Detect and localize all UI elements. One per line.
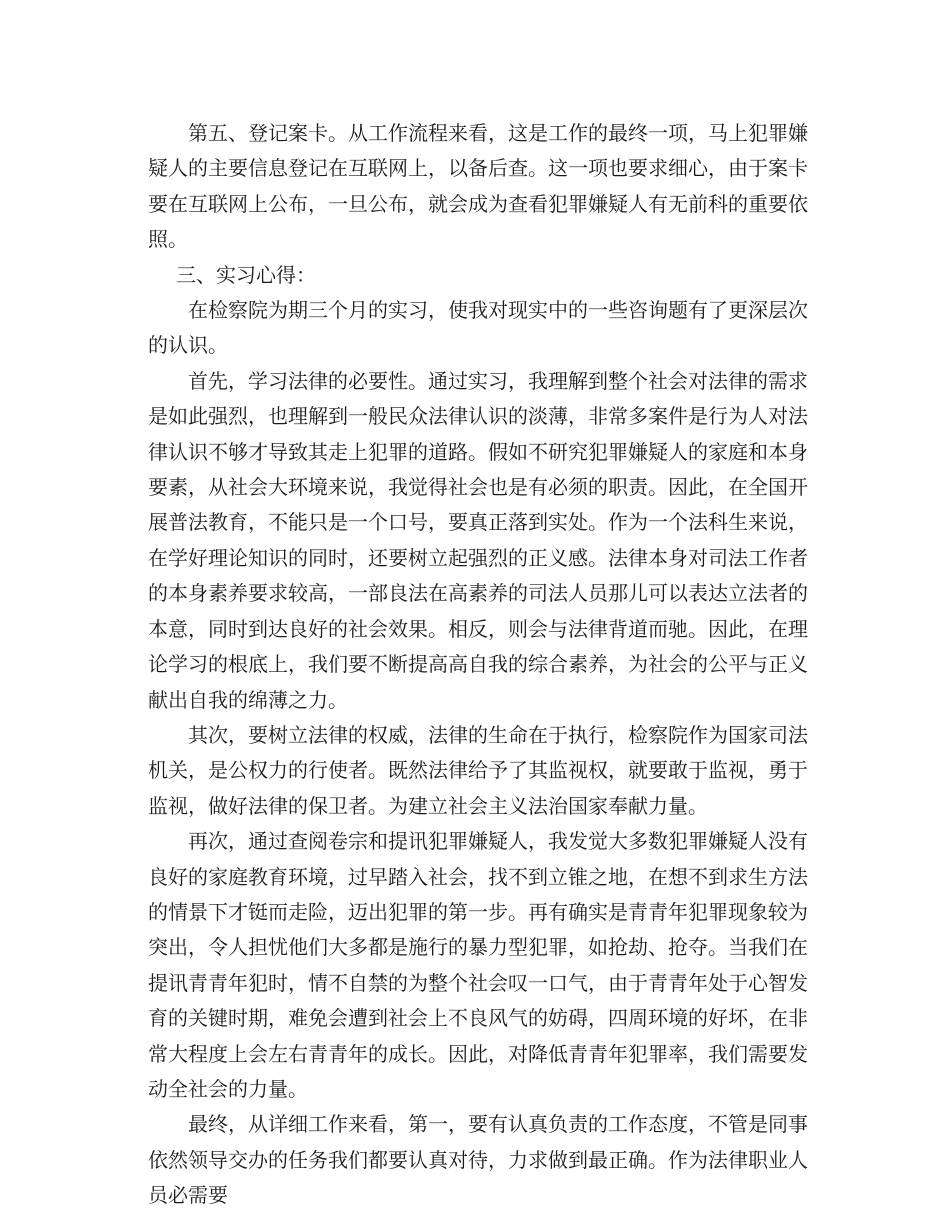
- paragraph-second-point: 其次，要树立法律的权威，法律的生命在于执行，检察院作为国家司法机关，是公权力的行使者。既然法律给予了其监视权，就要敢于监视，勇于监视，做好法律的保卫者。为建立社会主义法治国家奉献力量。: [148, 722, 808, 818]
- section-heading-internship-insights: 三、实习心得：: [176, 262, 316, 287]
- paragraph-first-point: 首先，学习法律的必要性。通过实习，我理解到整个社会对法律的需求是如此强烈，也理解到一般民众法律认识的淡薄，非常多案件是行为人对法律认识不够才导致其走上犯罪的道路。假如不研究犯罪嫌疑人的家庭和本身要素，从社会大环境来说，我觉得社会也是有必须的职责。因此，在全国开展普法教育，不能只是一个口号，要真正落到实处。作为一个法科生来说，在学好理论知识的同时，还要树立起强烈的正义感。法律本身对司法工作者的本身素养要求较高，一部良法在高素养的司法人员那儿可以表达立法者的本意，同时到达良好的社会效果。相反，则会与法律背道而驰。因此，在理论学习的根底上，我们要不断提高高自我的综合素养，为社会的公平与正义献出自我的绵薄之力。: [148, 368, 808, 712]
- paragraph-third-point: 再次，通过查阅卷宗和提讯犯罪嫌疑人，我发觉大多数犯罪嫌疑人没有良好的家庭教育环境，过早踏入社会，找不到立锥之地，在想不到求生方法的情景下才铤而走险，迈出犯罪的第一步。再有确实是青青年犯罪现象较为突出，令人担忧他们大多都是施行的暴力型犯罪，如抢劫、抢夺。当我们在提讯青青年犯时，情不自禁的为整个社会叹一口气，由于青青年处于心智发育的关键时期，难免会遭到社会上不良风气的妨碍，四周环境的好坏，在非常大程度上会左右青青年的成长。因此，对降低青青年犯罪率，我们需要发动全社会的力量。: [148, 829, 808, 1101]
- paragraph-registration-card: 第五、登记案卡。从工作流程来看，这是工作的最终一项，马上犯罪嫌疑人的主要信息登记在互联网上，以备后查。这一项也要求细心，由于案卡要在互联网上公布，一旦公布，就会成为查看犯罪嫌疑人有无前科的重要依照。: [148, 121, 808, 252]
- paragraph-internship-intro: 在检察院为期三个月的实习，使我对现实中的一些咨询题有了更深层次的认识。: [148, 298, 808, 358]
- document-page: [148, 116, 808, 1214]
- paragraph-final-point: 最终，从详细工作来看，第一，要有认真负责的工作态度，不管是同事依然领导交办的任务我们都要认真对待，力求做到最正确。作为法律职业人员必需要: [148, 1112, 808, 1208]
